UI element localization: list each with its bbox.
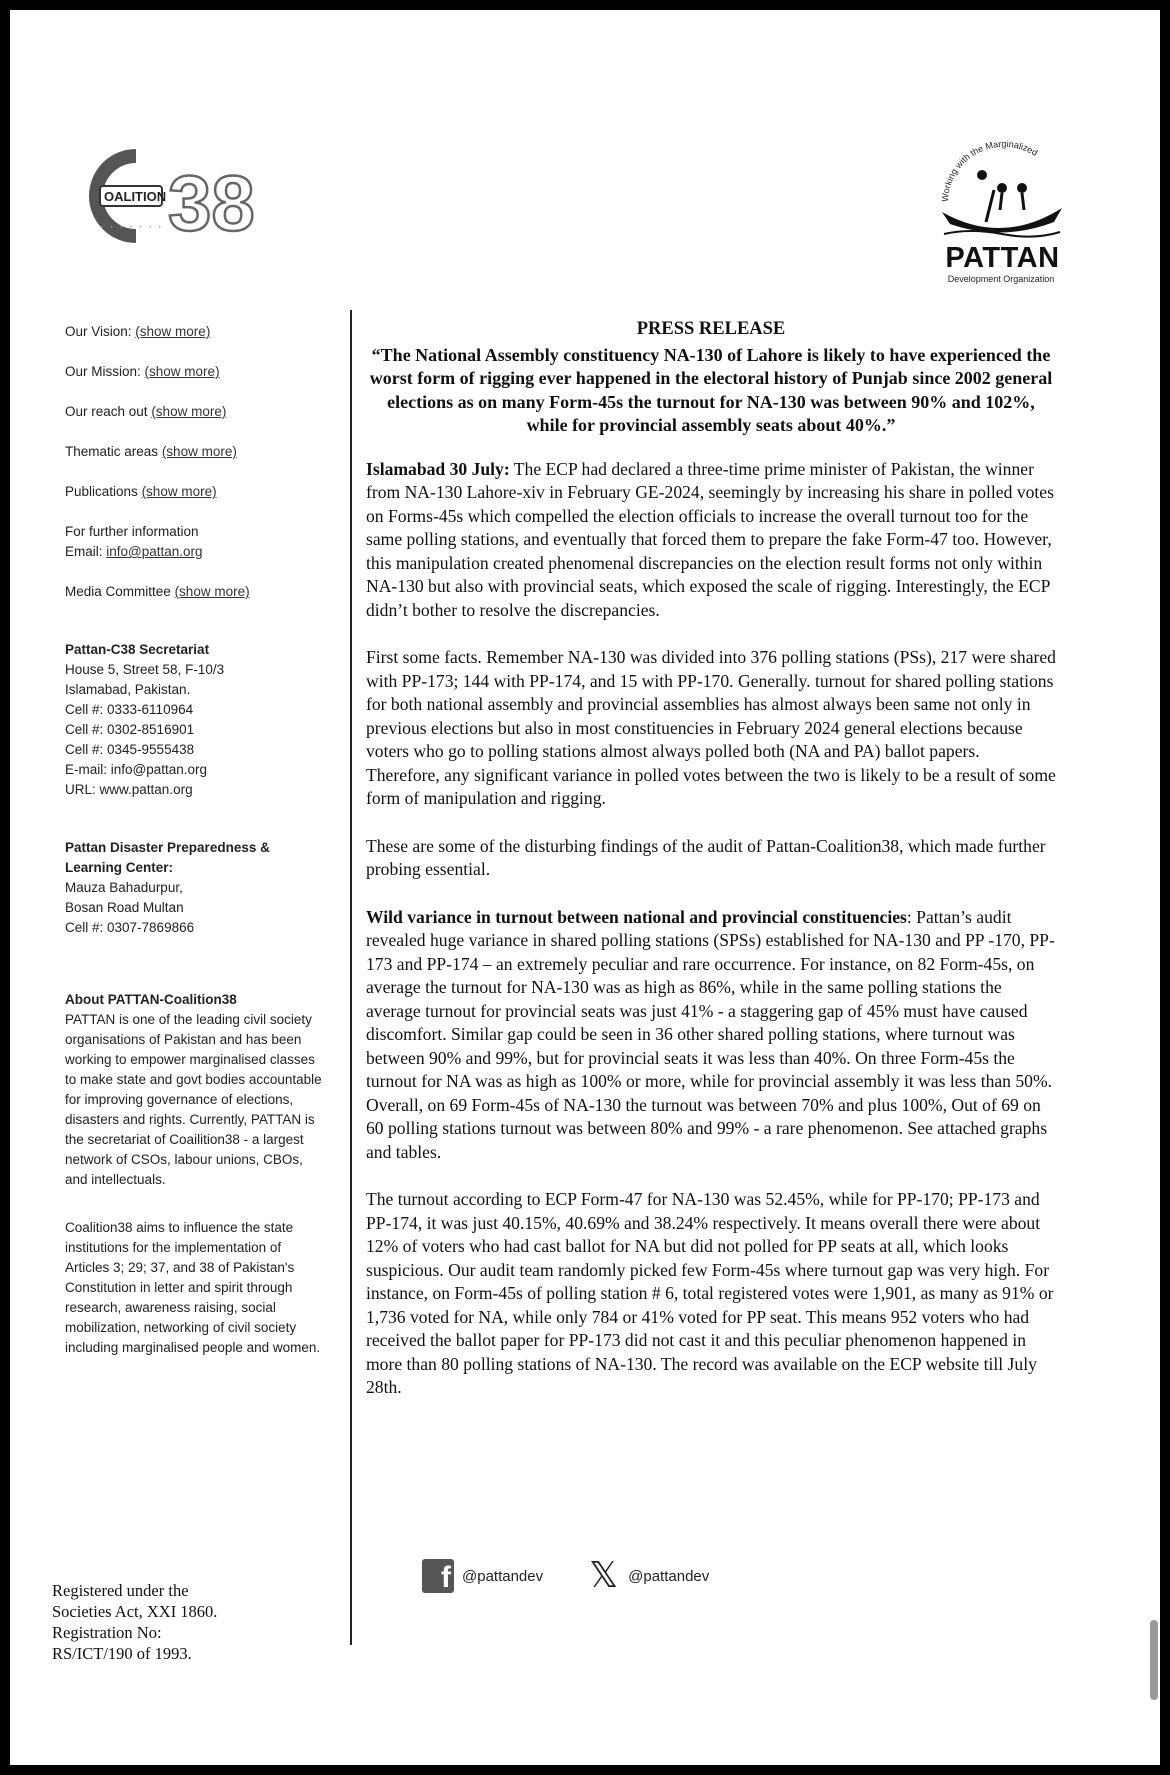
sidebar-link-reach-out: Our reach out (show more): [65, 404, 227, 419]
show-more-link[interactable]: (show more): [141, 484, 217, 499]
page-title: PRESS RELEASE: [636, 319, 786, 339]
svg-text:38: 38: [168, 159, 255, 247]
about-pattan: About PATTAN-Coalition38 PATTAN is one of the leading civil society organisations of Pakistan and has been working to empower marginalised classes to make state and govt bodies accountable for improving governance of elections, disasters and rights. Currently, PATTAN is the secretariat of Coailition38 - a largest network of CSOs, labour unions, CBOs, and intellectuals.: [65, 992, 322, 1187]
coalition38-aims: Coalition38 aims to influence the state institutions for the implementation of Articles 3; 29; 37, and 38 of Pakistan's Constitution in letter and spirit through research, awareness raising, social mobilization, networking of civil society including marginalised people and women.: [65, 1220, 321, 1355]
document-page: [10, 10, 1160, 1765]
facebook-handle[interactable]: @pattandev: [462, 1567, 544, 1585]
sidebar-link-mission: Our Mission: (show more): [65, 364, 220, 379]
pattan-wordmark: PATTAN: [945, 242, 1060, 274]
paragraph: The turnout according to ECP Form-47 for NA-130 was 52.45%, while for PP-170; PP-173 and PP-174, it was just 40.15%, 40.69% and 38.24% respectively. It means overall there were about 12% of voters who had cast ballot for NA but did not polled for PP seats at all, which looks suspicious. Our audit team randomly picked few Form-45s where turnout gap was very high. For instance, on Form-45s of polling station # 6, total registered votes were 1,901, as many as 91% or 1,736 voted for NA, while only 784 or 41% voted for PP seat. This means 952 voters who had received the ballot paper for PP-173 did not cast it and this peculiar phenomenon happened in more than 80 polling stations of NA-130. The record was available on the ECP website till July 28th.: [366, 1189, 1054, 1397]
sidebar-link-publications: Publications (show more): [65, 484, 217, 499]
press-release-body: [366, 318, 1056, 1424]
further-information: For further information Email: info@pattan.org: [65, 524, 203, 559]
scrollbar[interactable]: [1150, 1620, 1158, 1700]
paragraph: First some facts. Remember NA-130 was divided into 376 polling stations (PSs), 217 were shared with PP-173; 144 with PP-174, and 15 with PP-170. Generally. turnout for shared polling stations for both national assembly and provincial assemblies has almost always been same not only in previous elections but also in most constituencies in February 2024 general elections because voters who go to polling stations almost always polled both (NA and PA) ballot papers. Therefore, any significant variance in polled votes between the two is likely to be a result of some form of manipulation and rigging.: [366, 647, 1056, 808]
svg-text:OALITION: OALITION: [104, 189, 167, 204]
show-more-link[interactable]: (show more): [174, 584, 250, 599]
registration-info: Registered under the Societies Act, XXI 1860. Registration No: RS/ICT/190 of 1993.: [52, 1581, 218, 1663]
social-links: [422, 1555, 710, 1596]
coalition38-urdu-tagline: · · · · · · ·: [100, 220, 163, 234]
x-icon[interactable]: 𝕏: [589, 1555, 619, 1596]
headline: “The National Assembly constituency NA-130 of Lahore is likely to have experienced the worst form of rigging ever happened in the electoral history of Punjab since 2002 general elections as on many Form-45s the turnout for NA-130 was between 90% and 102%, while for provincial assembly seats about 40%.”: [369, 344, 1053, 435]
x-handle[interactable]: @pattandev: [628, 1567, 710, 1585]
pattan-tagline: Development Organization: [947, 274, 1055, 284]
svg-text:Working with the Marginalized: Working with the Marginalized: [939, 138, 1040, 203]
show-more-link[interactable]: (show more): [135, 324, 211, 339]
paragraph: Wild variance in turnout between national and provincial constituencies: Pattan’s audit revealed huge variance in shared polling stations (SPSs) established for NA-130 and PP -170, PP-173 and PP-174 – an extremely peculiar and rare occurrence. For instance, on 82 Form-45s, on average the turnout for NA-130 was as high as 86%, while in the same polling stations the average turnout for provincial seats was just 41% - a staggering gap of 45% must have caused discomfort. Similar gap could be seen in 36 other shared polling stations, where turnout was between 90% and 99%, but for provincial seats it was less than 40%. On three Form-45s the turnout for NA was as high as 100% or more, while for provincial assembly it was less than 50%. Overall, on 69 Form-45s of NA-130 the turnout was between 70% and plus 100%, Out of 69 on 60 polling stations turnout was between 80% and 99% - a rare phenomenon. See attached graphs and tables.: [366, 906, 1055, 1162]
paragraph: Islamabad 30 July: The ECP had declared a three-time prime minister of Pakistan, the winner from NA-130 Lahore-xiv in February GE-2024, seemingly by increasing his share in polled votes on Forms-45s which compelled the election officials to increase the overall turnout too for the same polling stations, and eventually that forced them to prepare the fake Form-47 too. However, this manipulation created phenomenal discrepancies on the election result forms not only within NA-130 but also with provincial seats, which exposed the scale of rigging. Interestingly, the ECP didn’t bother to resolve the discrepancies.: [366, 458, 1054, 620]
secretariat-address: Pattan-C38 Secretariat House 5, Street 58, F-10/3 Islamabad, Pakistan. Cell #: 0333-6110964 Cell #: 0302-8516901 Cell #: 0345-9555438 E-mail: info@pattan.org URL: www.pattan.org: [65, 642, 225, 797]
column-divider: [350, 310, 352, 1645]
disaster-center-address: Pattan Disaster Preparedness & Learning Center: Mauza Bahadurpur, Bosan Road Multan Cell #: 0307-7869866: [65, 840, 270, 935]
sidebar: [65, 322, 325, 1380]
sidebar-link-vision: Our Vision: (show more): [65, 324, 211, 339]
email-link[interactable]: info@pattan.org: [106, 544, 203, 559]
sidebar-link-media-committee: Media Committee (show more): [65, 584, 250, 599]
sidebar-link-thematic-areas: Thematic areas (show more): [65, 444, 237, 459]
paragraph: These are some of the disturbing findings of the audit of Pattan-Coalition38, which made further probing essential.: [366, 835, 1046, 879]
website-link[interactable]: www.pattan.org: [99, 782, 193, 797]
facebook-icon[interactable]: f: [422, 1559, 454, 1593]
show-more-link[interactable]: (show more): [144, 364, 220, 379]
show-more-link[interactable]: (show more): [151, 404, 227, 419]
show-more-link[interactable]: (show more): [161, 444, 237, 459]
